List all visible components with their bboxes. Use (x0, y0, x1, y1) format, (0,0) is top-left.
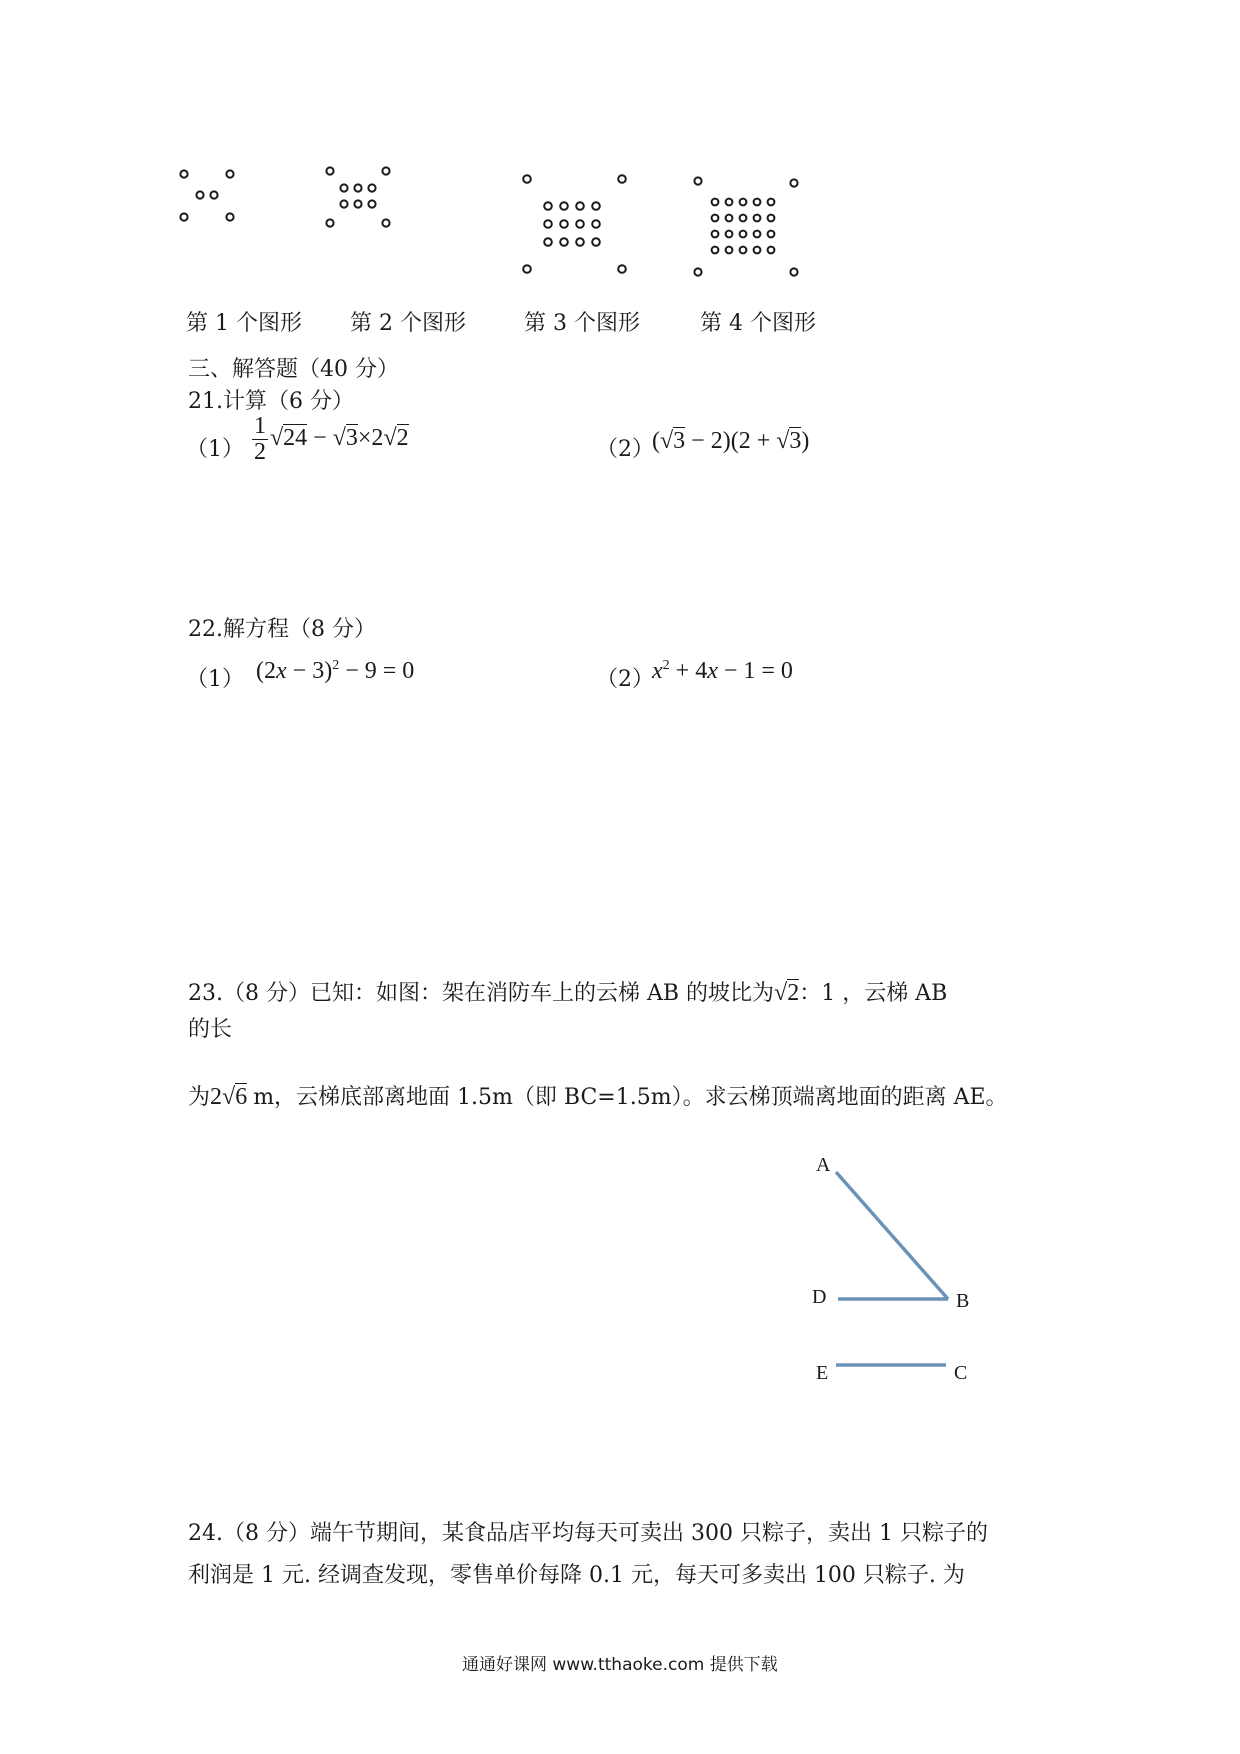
q23-text-part-a: 23.（8 分）已知：如图：架在消防车上的云梯 AB 的坡比为 (188, 981, 775, 1006)
dot-figure-1 (176, 160, 266, 250)
q21-part2-expression: (√3 − 2)(2 + √3) (652, 428, 810, 454)
q21-part1-label: （1） (186, 437, 244, 462)
q23-line2-part-a: 为 (188, 1085, 211, 1110)
label-b: B (956, 1290, 970, 1312)
q22-part1-label: （1） (186, 667, 244, 692)
q23-line2 (188, 1080, 1008, 1111)
label-e: E (816, 1362, 829, 1384)
figure-caption-1: 第 1 个图形 (186, 311, 302, 336)
q23-text-part-b: ：1 ，云梯 AB (799, 981, 948, 1006)
q23-slope-sqrt2: √2 (774, 980, 800, 1006)
dot-figure-4 (690, 172, 810, 284)
q22-part2-label: （2） (596, 667, 654, 692)
figure-caption-2: 第 2 个图形 (350, 311, 466, 336)
page-footer: 通通好课网 www.tthaoke.com 提供下载 (462, 1655, 778, 1675)
q23-length-2sqrt6: 2√6 (210, 1084, 248, 1110)
label-d: D (812, 1286, 827, 1308)
q21-heading: 21.计算（6 分） (188, 389, 354, 414)
label-a: A (816, 1154, 831, 1176)
q24-line1: 24.（8 分）端午节期间，某食品店平均每天可卖出 300 只粽子，卖出 1 只粽子的 (188, 1521, 988, 1546)
q24-line2: 利润是 1 元. 经调查发现，零售单价每降 0.1 元，每天可多卖出 100 只粽子. 为 (188, 1563, 965, 1588)
q22-part2-equation: $x^2 + 4x - 1 = 0$ (652, 658, 793, 684)
q22-part1-equation: $(2x - 3)^2 - 9 = 0$ (256, 658, 415, 684)
q21-part2-label: （2） (596, 437, 654, 462)
q22-heading: 22.解方程（8 分） (188, 617, 376, 642)
q21-part1-expression: $\frac{1}{2}$ √24 − √3×2√2 (254, 413, 409, 466)
figure-caption-3: 第 3 个图形 (524, 311, 640, 336)
label-c: C (954, 1362, 968, 1384)
q23-line1 (188, 976, 947, 1007)
q23-diagram (800, 1150, 980, 1394)
section-heading: 三、解答题（40 分） (188, 357, 399, 382)
fraction-one-half: $\frac{1}{2}$ (254, 413, 266, 466)
q23-line2-part-b: m，云梯底部离地面 1.5m（即 BC=1.5m）。求云梯顶端离地面的距离 AE。 (253, 1085, 1008, 1110)
dot-figure-3 (518, 170, 638, 280)
dot-figure-2 (322, 160, 412, 250)
segment-ab (836, 1172, 948, 1299)
figure-caption-4: 第 4 个图形 (700, 311, 816, 336)
q23-line1-cont: 的长 (188, 1017, 233, 1042)
